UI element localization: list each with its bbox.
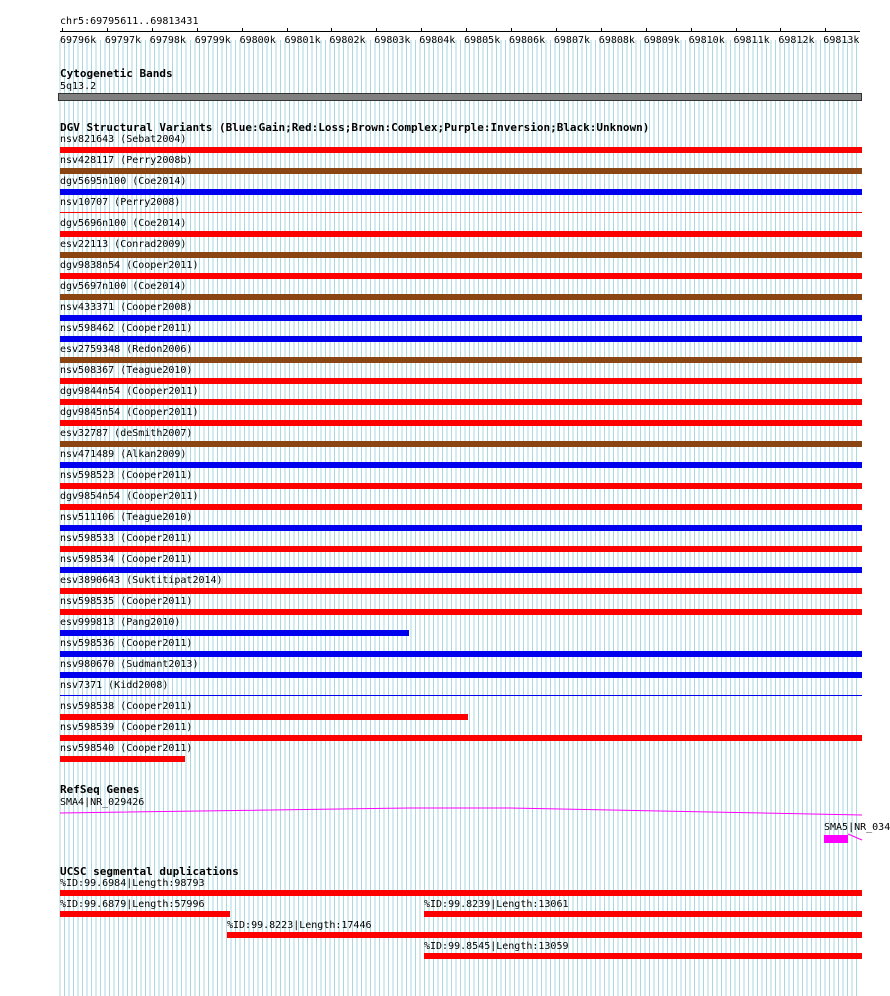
dgv-variant-label[interactable]: esv32787 (deSmith2007) bbox=[60, 428, 193, 439]
ruler-tick-label: 69803k bbox=[374, 35, 411, 46]
segdup-label-3[interactable]: %ID:99.8239|Length:13061 bbox=[424, 899, 569, 910]
ruler-tick-mark bbox=[107, 28, 108, 32]
dgv-variant-label[interactable]: nsv598523 (Cooper2011) bbox=[60, 470, 193, 481]
cytoband-bar[interactable] bbox=[58, 93, 862, 101]
location-label: chr5:69795611..69813431 bbox=[60, 16, 199, 27]
segdups-track-title: UCSC segmental duplications bbox=[60, 865, 239, 878]
dgv-variant-label[interactable]: nsv598539 (Cooper2011) bbox=[60, 722, 193, 733]
dgv-variant-bar[interactable] bbox=[60, 651, 862, 657]
dgv-variant-label[interactable]: nsv598533 (Cooper2011) bbox=[60, 533, 193, 544]
dgv-variant-bar[interactable] bbox=[60, 483, 862, 489]
ruler-axis bbox=[60, 31, 860, 32]
ruler-tick-label: 69799k bbox=[194, 35, 231, 46]
dgv-variant-bar[interactable] bbox=[60, 252, 862, 258]
dgv-variant-label[interactable]: nsv980670 (Sudmant2013) bbox=[60, 659, 199, 670]
dgv-variant-label[interactable]: nsv821643 (Sebat2004) bbox=[60, 134, 187, 145]
dgv-variant-bar[interactable] bbox=[60, 630, 409, 636]
dgv-variant-bar[interactable] bbox=[60, 546, 862, 552]
dgv-variant-label[interactable]: nsv433371 (Cooper2008) bbox=[60, 302, 193, 313]
segdup-label-5[interactable]: %ID:99.8545|Length:13059 bbox=[424, 941, 569, 952]
dgv-variant-bar[interactable] bbox=[60, 735, 862, 741]
ruler-tick-label: 69807k bbox=[553, 35, 591, 46]
ruler-tick-mark bbox=[556, 28, 557, 32]
dgv-variant-bar[interactable] bbox=[60, 756, 185, 762]
ruler-tick-mark bbox=[466, 28, 467, 32]
ruler-tick-label: 69796k bbox=[60, 35, 97, 46]
ruler-tick-mark bbox=[736, 28, 737, 32]
segdup-bar-4[interactable] bbox=[227, 932, 862, 938]
ruler-tick-mark bbox=[421, 28, 422, 32]
ruler-tick-mark bbox=[646, 28, 647, 32]
dgv-variant-label[interactable]: dgv9844n54 (Cooper2011) bbox=[60, 386, 199, 397]
ruler-tick-label: 69811k bbox=[733, 35, 770, 46]
dgv-variant-label[interactable]: dgv5695n100 (Coe2014) bbox=[60, 176, 187, 187]
ruler-tick-mark bbox=[601, 28, 602, 32]
dgv-variant-bar[interactable] bbox=[60, 189, 862, 195]
gene-label-sma4[interactable]: SMA4|NR_029426 bbox=[60, 797, 145, 808]
dgv-variant-label[interactable]: nsv598534 (Cooper2011) bbox=[60, 554, 193, 565]
dgv-variant-line[interactable] bbox=[60, 212, 862, 213]
dgv-variant-label[interactable]: esv3890643 (Suktitipat2014) bbox=[60, 575, 223, 586]
dgv-variant-label[interactable]: esv2759348 (Redon2006) bbox=[60, 344, 193, 355]
ruler-tick-label: 69805k bbox=[464, 35, 501, 46]
ruler-tick-label: 69809k bbox=[643, 35, 680, 46]
dgv-variant-label[interactable]: nsv598535 (Cooper2011) bbox=[60, 596, 193, 607]
ruler-tick-label: 69812k bbox=[778, 35, 815, 46]
ruler-tick-mark bbox=[152, 28, 153, 32]
dgv-variant-bar[interactable] bbox=[60, 273, 862, 279]
ruler-tick-label: 69808k bbox=[598, 35, 635, 46]
segdup-label-2[interactable]: %ID:99.6879|Length:57996 bbox=[60, 899, 205, 910]
dgv-variant-label[interactable]: dgv9845n54 (Cooper2011) bbox=[60, 407, 199, 418]
ruler-tick-label: 69801k bbox=[284, 35, 321, 46]
dgv-variant-label[interactable]: nsv10707 (Perry2008) bbox=[60, 197, 181, 208]
cytobands-track-title: Cytogenetic Bands bbox=[60, 67, 173, 80]
segdup-bar-1[interactable] bbox=[60, 890, 862, 896]
dgv-variant-bar[interactable] bbox=[60, 378, 862, 384]
ruler-tick-mark bbox=[691, 28, 692, 32]
segdup-bar-5[interactable] bbox=[424, 953, 862, 959]
refseq-track-title: RefSeq Genes bbox=[60, 783, 140, 796]
dgv-variant-bar[interactable] bbox=[60, 441, 862, 447]
dgv-variant-bar[interactable] bbox=[60, 399, 862, 405]
dgv-variant-bar[interactable] bbox=[60, 462, 862, 468]
ruler-tick-mark bbox=[511, 28, 512, 32]
dgv-variant-bar[interactable] bbox=[60, 672, 862, 678]
dgv-variant-bar[interactable] bbox=[60, 147, 862, 153]
ruler-tick-label: 69813k bbox=[823, 35, 860, 46]
dgv-variant-label[interactable]: nsv598462 (Cooper2011) bbox=[60, 323, 193, 334]
dgv-variant-label[interactable]: nsv598540 (Cooper2011) bbox=[60, 743, 193, 754]
dgv-variant-label[interactable]: nsv508367 (Teague2010) bbox=[60, 365, 193, 376]
dgv-variant-bar[interactable] bbox=[60, 420, 862, 426]
dgv-variant-label[interactable]: nsv598536 (Cooper2011) bbox=[60, 638, 193, 649]
dgv-variant-label[interactable]: dgv9838n54 (Cooper2011) bbox=[60, 260, 199, 271]
gene-model-sma4[interactable] bbox=[0, 800, 890, 850]
gene-exon-sma5[interactable] bbox=[824, 835, 848, 843]
ruler-tick-mark bbox=[376, 28, 377, 32]
ruler-tick-label: 69802k bbox=[329, 35, 366, 46]
dgv-variant-label[interactable]: esv999813 (Pang2010) bbox=[60, 617, 181, 628]
dgv-variant-label[interactable]: dgv5696n100 (Coe2014) bbox=[60, 218, 187, 229]
cytoband-label: 5q13.2 bbox=[60, 81, 97, 92]
dgv-variant-label[interactable]: esv22113 (Conrad2009) bbox=[60, 239, 187, 250]
dgv-variant-label[interactable]: dgv5697n100 (Coe2014) bbox=[60, 281, 187, 292]
ruler-tick-label: 69810k bbox=[688, 35, 725, 46]
dgv-variant-bar[interactable] bbox=[60, 504, 862, 510]
dgv-variant-bar[interactable] bbox=[60, 567, 862, 573]
ruler-tick-mark bbox=[62, 28, 63, 32]
dgv-variant-bar[interactable] bbox=[60, 609, 862, 615]
ruler-tick-mark bbox=[331, 28, 332, 32]
ruler-tick-label: 69804k bbox=[419, 35, 456, 46]
dgv-variant-label[interactable]: nsv471489 (Alkan2009) bbox=[60, 449, 187, 460]
gene-label-sma5[interactable]: SMA5|NR_034 bbox=[824, 822, 890, 833]
ruler-tick-mark bbox=[197, 28, 198, 32]
dgv-variant-label[interactable]: nsv7371 (Kidd2008) bbox=[60, 680, 169, 691]
ruler-tick-mark bbox=[825, 28, 826, 32]
dgv-variant-bar[interactable] bbox=[60, 714, 468, 720]
dgv-track-title: DGV Structural Variants (Blue:Gain;Red:Loss;Brown:Complex;Purple:Inversion;Black:Unknown) bbox=[60, 121, 650, 134]
dgv-variant-bar[interactable] bbox=[60, 315, 862, 321]
segdup-label-1[interactable]: %ID:99.6984|Length:98793 bbox=[60, 878, 205, 889]
ruler-tick-label: 69797k bbox=[104, 35, 142, 46]
dgv-variant-bar[interactable] bbox=[60, 168, 862, 174]
dgv-variant-label[interactable]: nsv598538 (Cooper2011) bbox=[60, 701, 193, 712]
segdup-bar-2[interactable] bbox=[60, 911, 230, 917]
dgv-variant-label[interactable]: nsv511106 (Teague2010) bbox=[60, 512, 193, 523]
segdup-bar-3[interactable] bbox=[424, 911, 862, 917]
ruler-tick-mark bbox=[242, 28, 243, 32]
dgv-variant-bar[interactable] bbox=[60, 525, 862, 531]
ruler-tick-label: 69800k bbox=[239, 35, 276, 46]
ruler-tick-label: 69798k bbox=[149, 35, 186, 46]
ruler-tick-label: 69806k bbox=[509, 35, 546, 46]
ruler-tick-mark bbox=[780, 28, 781, 32]
dgv-variant-bar[interactable] bbox=[60, 588, 862, 594]
dgv-variant-line[interactable] bbox=[60, 695, 862, 696]
dgv-variant-label[interactable]: dgv9854n54 (Cooper2011) bbox=[60, 491, 199, 502]
dgv-variant-bar[interactable] bbox=[60, 336, 862, 342]
segdup-label-4[interactable]: %ID:99.8223|Length:17446 bbox=[227, 920, 372, 931]
dgv-variant-label[interactable]: nsv428117 (Perry2008b) bbox=[60, 155, 193, 166]
ruler-tick-mark bbox=[287, 28, 288, 32]
dgv-variant-bar[interactable] bbox=[60, 231, 862, 237]
dgv-variant-bar[interactable] bbox=[60, 294, 862, 300]
dgv-variant-bar[interactable] bbox=[60, 357, 862, 363]
